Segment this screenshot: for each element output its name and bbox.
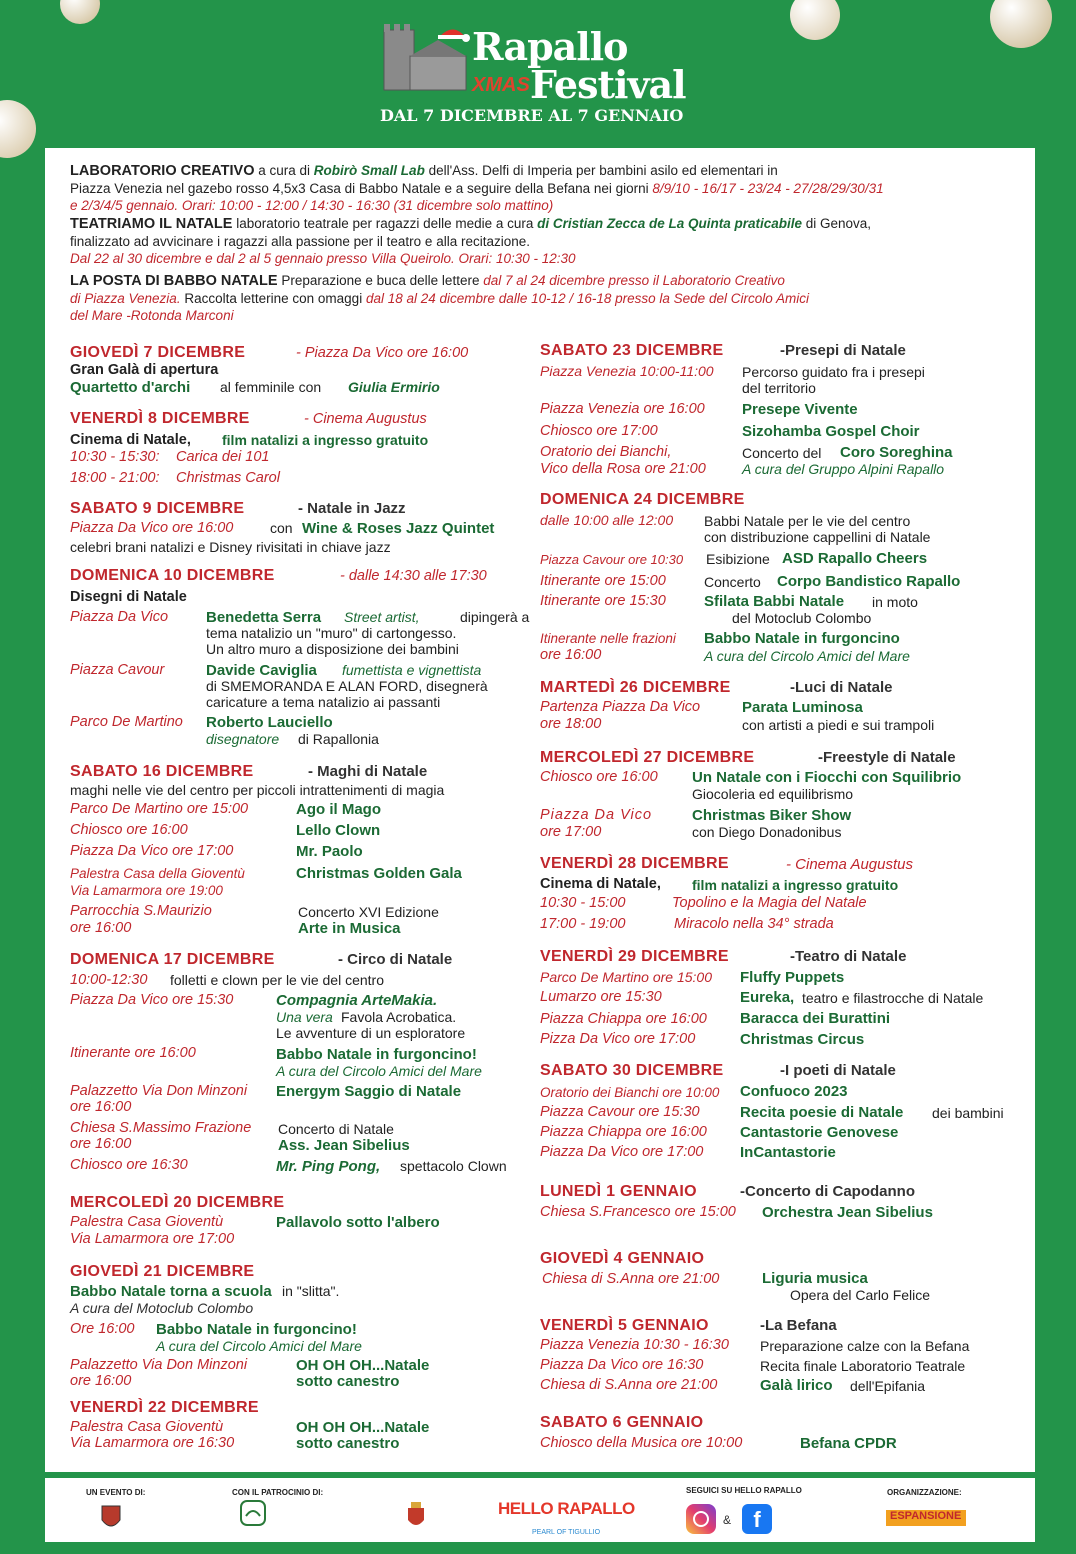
event-line: Chiesa S.Francesco ore 15:00 bbox=[540, 1204, 736, 1220]
castle-logo bbox=[380, 22, 472, 100]
event-line: Ass. Jean Sibelius bbox=[278, 1137, 410, 1154]
event-line: 18:00 - 21:00: bbox=[70, 470, 160, 486]
event-line: Itinerante ore 15:00 bbox=[540, 573, 666, 589]
event-line: Babbo Natale in furgoncino! bbox=[156, 1321, 357, 1338]
espansione-logo bbox=[886, 1500, 966, 1536]
event-line: Chiosco della Musica ore 10:00 bbox=[540, 1435, 743, 1451]
event-line: Cantastorie Genovese bbox=[740, 1124, 899, 1141]
event-heading: LUNEDÌ 1 GENNAIO bbox=[540, 1183, 697, 1200]
event-line: Mr. Paolo bbox=[296, 843, 363, 860]
event-line: Liguria musica bbox=[762, 1270, 868, 1287]
event-line: Benedetta Serra bbox=[206, 609, 322, 626]
event-line: Befana CPDR bbox=[800, 1435, 897, 1452]
event-line: Sfilata Babbi Natale bbox=[704, 593, 845, 610]
event-line: Corpo Bandistico Rapallo bbox=[777, 573, 961, 590]
event-heading: VENERDÌ 28 DICEMBRE bbox=[540, 855, 729, 872]
event-line: Percorso guidato fra i presepi bbox=[742, 364, 925, 380]
event-line: Piazza Da Vico ore 16:00 bbox=[70, 520, 234, 536]
event-line: Itinerante nelle frazioni bbox=[540, 631, 676, 646]
event-line: Palestra Casa Gioventù bbox=[70, 1419, 224, 1435]
event-subtitle: -Concerto di Capodanno bbox=[740, 1183, 915, 1200]
event-line: disegnatore bbox=[206, 731, 280, 747]
event-line: Palazzetto Via Don Minzoni bbox=[70, 1357, 248, 1373]
event-line: sotto canestro bbox=[296, 1373, 400, 1390]
event-line: Piazza Da Vico ore 15:30 bbox=[70, 992, 234, 1008]
event-line: Piazza Cavour bbox=[70, 662, 165, 678]
event-line: ASD Rapallo Cheers bbox=[782, 550, 928, 567]
event-line: dipingerà a bbox=[460, 609, 530, 625]
event-line: OH OH OH...Natale bbox=[296, 1419, 430, 1436]
event-line: Chiesa di S.Anna ore 21:00 bbox=[540, 1377, 718, 1393]
event-line: Vico della Rosa ore 21:00 bbox=[540, 461, 706, 477]
event-line: Via Lamarmora ore 17:00 bbox=[70, 1231, 235, 1247]
event-line: Gran Galà di apertura bbox=[70, 362, 219, 378]
event-line: Oratorio dei Bianchi, bbox=[540, 444, 672, 460]
event-line: Concerto del bbox=[742, 445, 822, 461]
event-heading: SABATO 30 DICEMBRE bbox=[540, 1062, 724, 1079]
event-line: Piazza Cavour ore 10:30 bbox=[540, 552, 684, 567]
event-line: Piazza Cavour ore 15:30 bbox=[540, 1104, 700, 1120]
facebook-icon[interactable]: f bbox=[742, 1504, 772, 1534]
event-line: Disegni di Natale bbox=[70, 589, 187, 605]
event-line: Esibizione bbox=[706, 551, 770, 567]
event-line: Christmas Biker Show bbox=[692, 807, 852, 824]
event-line: Piazza Venezia ore 16:00 bbox=[540, 401, 705, 417]
event-line: teatro e filastrocche di Natale bbox=[802, 990, 984, 1006]
event-line: Recita poesie di Natale bbox=[740, 1104, 904, 1121]
event-line: Opera del Carlo Felice bbox=[790, 1287, 931, 1303]
event-line: Fluffy Puppets bbox=[740, 969, 845, 986]
event-line: Via Lamarmora ore 16:30 bbox=[70, 1435, 235, 1451]
event-line: 10:00-12:30 bbox=[70, 972, 148, 988]
event-line: Pallavolo sotto l'albero bbox=[276, 1214, 440, 1231]
event-line: Babbi Natale per le vie del centro bbox=[704, 513, 911, 529]
intro-teatriamo: TEATRIAMO IL NATALE laboratorio teatrale per ragazzi delle medie a cura di Cristian Zecca de La Quinta praticabile di Genova, finalizzato ad avvicinare i ragazzi alla passione per il teatro e alla recitazione. Dal 22 al 30 dicembre e dal 2 al 5 gennaio presso Villa Queirolo. Orari: 10:30 - 12:30 bbox=[70, 216, 872, 266]
event-line: dei bambini bbox=[932, 1105, 1004, 1121]
event-line: Lumarzo ore 15:30 bbox=[540, 989, 662, 1005]
event-line: Quartetto d'archi bbox=[70, 379, 191, 396]
event-subtitle: -Teatro di Natale bbox=[790, 948, 907, 965]
event-line: InCantastorie bbox=[740, 1144, 836, 1161]
event-line: Christmas Carol bbox=[176, 470, 280, 486]
hello-rapallo-logo: HELLO RAPALLO bbox=[498, 1499, 635, 1518]
event-line: Concerto di Natale bbox=[278, 1121, 394, 1137]
event-line: Ago il Mago bbox=[296, 801, 381, 818]
event-line: con Diego Donadonibus bbox=[692, 824, 842, 840]
festival-title-line2: Festival bbox=[530, 62, 686, 107]
event-line: A cura del Circolo Amici del Mare bbox=[156, 1338, 362, 1354]
event-line: Parco De Martino ore 15:00 bbox=[540, 969, 712, 985]
event-line: Street artist, bbox=[344, 609, 420, 625]
event-line: Parrocchia S.Maurizio bbox=[70, 903, 212, 919]
event-line: Concerto bbox=[704, 574, 761, 590]
event-line: spettacolo Clown bbox=[400, 1158, 507, 1174]
event-line: Parco De Martino bbox=[70, 714, 183, 730]
event-line: Arte in Musica bbox=[298, 920, 401, 937]
event-line: Piazza Da Vico bbox=[540, 807, 653, 823]
event-line: A cura del Motoclub Colombo bbox=[70, 1300, 254, 1316]
event-line: Compagnia ArteMakia. bbox=[276, 992, 438, 1009]
event-line: Ore 16:00 bbox=[70, 1321, 135, 1337]
event-line: Palestra Casa Gioventù bbox=[70, 1214, 224, 1230]
event-line: A cura del Circolo Amici del Mare bbox=[276, 1063, 482, 1079]
event-line: 10:30 - 15:30: bbox=[70, 449, 160, 465]
event-line: Chiosco ore 16:30 bbox=[70, 1157, 188, 1173]
event-line: dell'Epifania bbox=[850, 1378, 926, 1394]
event-line: del territorio bbox=[742, 380, 816, 396]
event-line: Piazza Da Vico ore 17:00 bbox=[540, 1144, 704, 1160]
event-line: Piazza Da Vico ore 17:00 bbox=[70, 843, 234, 859]
event-heading: VENERDÌ 22 DICEMBRE bbox=[70, 1399, 259, 1416]
event-line: Sizohamba Gospel Choir bbox=[742, 423, 920, 440]
event-line: folletti e clown per le vie del centro bbox=[170, 972, 384, 988]
event-line: 17:00 - 19:00 bbox=[540, 916, 626, 932]
event-line: in moto bbox=[872, 594, 918, 610]
event-line: Piazza Venezia 10:00-11:00 bbox=[540, 363, 714, 379]
event-line: Preparazione calze con la Befana bbox=[760, 1338, 970, 1354]
festival-title-line1: Rapallo bbox=[472, 24, 628, 69]
event-line: Wine & Roses Jazz Quintet bbox=[302, 520, 495, 537]
event-line: Un Natale con i Fiocchi con Squilibrio bbox=[692, 769, 962, 786]
event-line: ore 18:00 bbox=[540, 716, 602, 732]
event-line: Carica dei 101 bbox=[176, 449, 270, 465]
espansione-logo-text: ESPANSIONE bbox=[890, 1510, 962, 1522]
ornament-ball bbox=[790, 0, 840, 40]
event-heading: GIOVEDÌ 4 GENNAIO bbox=[540, 1250, 705, 1267]
event-line: ore 16:00 bbox=[70, 920, 132, 936]
event-line: celebri brani natalizi e Disney rivisitati in chiave jazz bbox=[70, 539, 391, 555]
event-line: Miracolo nella 34° strada bbox=[674, 916, 834, 932]
event-line: Parco De Martino ore 15:00 bbox=[70, 801, 249, 817]
event-line: Chiesa di S.Anna ore 21:00 bbox=[542, 1271, 720, 1287]
event-line: Davide Caviglia bbox=[206, 662, 317, 679]
event-line: al femminile con bbox=[220, 379, 322, 395]
event-heading: GIOVEDÌ 21 DICEMBRE bbox=[70, 1263, 255, 1280]
regione-liguria-logo-icon bbox=[240, 1500, 266, 1530]
event-subtitle: -Freestyle di Natale bbox=[818, 749, 956, 766]
ampersand: & bbox=[723, 1513, 732, 1527]
event-line: Un altro muro a disposizione dei bambini bbox=[206, 641, 459, 657]
event-line: Galà lirico bbox=[760, 1377, 833, 1394]
event-line: caricature a tema natalizio ai passanti bbox=[206, 694, 441, 710]
event-subtitle: - dalle 14:30 alle 17:30 bbox=[340, 568, 487, 584]
event-line: Presepe Vivente bbox=[742, 401, 858, 418]
event-line: Via Lamarmora ore 19:00 bbox=[70, 883, 223, 898]
event-line: Topolino e la Magia del Natale bbox=[672, 895, 867, 911]
event-line: di SMEMORANDA E ALAN FORD, disegnerà bbox=[206, 678, 488, 694]
event-subtitle: -Presepi di Natale bbox=[780, 342, 906, 359]
event-line: A cura del Circolo Amici del Mare bbox=[704, 648, 910, 664]
event-subtitle: - Maghi di Natale bbox=[308, 763, 428, 780]
city-crest-icon bbox=[406, 1500, 426, 1530]
event-line: Eureka, bbox=[740, 989, 795, 1006]
event-line: ore 16:00 bbox=[70, 1136, 132, 1152]
comune-rapallo-crest-icon bbox=[100, 1504, 122, 1532]
event-heading: DOMENICA 17 DICEMBRE bbox=[70, 951, 275, 968]
event-line: ore 16:00 bbox=[70, 1373, 132, 1389]
event-line: Partenza Piazza Da Vico bbox=[540, 699, 701, 715]
ornament-ball bbox=[0, 100, 36, 158]
event-line: A cura del Gruppo Alpini Rapallo bbox=[742, 461, 945, 477]
intro-laboratorio: LABORATORIO CREATIVO a cura di Robirò Small Lab dell'Ass. Delfi di Imperia per bambini asilo ed elementari in Piazza Venezia nel gazebo rosso 4,5x3 Casa di Babbo Natale e a seguire della Befana nei giorni 8/9/10 - 16/17 - 23/24 - 27/28/29/30/31 e 2/3/4/5 gennaio. Orari: 10:00 - 12:00 / 14:30 - 16:30 (31 dicembre solo mattino) bbox=[70, 163, 884, 213]
event-heading: SABATO 6 GENNAIO bbox=[540, 1414, 704, 1431]
event-heading: SABATO 9 DICEMBRE bbox=[70, 500, 245, 517]
event-line: del Motoclub Colombo bbox=[732, 610, 872, 626]
event-line: Babbo Natale in furgoncino bbox=[704, 630, 900, 647]
event-heading: VENERDÌ 5 GENNAIO bbox=[540, 1317, 709, 1334]
event-line: Itinerante ore 16:00 bbox=[70, 1045, 196, 1061]
event-line: con bbox=[270, 520, 293, 536]
event-subtitle: - Natale in Jazz bbox=[298, 500, 406, 517]
footer-seguici-label: SEGUICI SU HELLO RAPALLO bbox=[686, 1486, 802, 1495]
event-line: Coro Soreghina bbox=[840, 444, 953, 461]
ornament-ball bbox=[990, 0, 1052, 48]
event-line: Giocoleria ed equilibrismo bbox=[692, 786, 854, 802]
event-line: Christmas Golden Gala bbox=[296, 865, 462, 882]
event-heading: SABATO 16 DICEMBRE bbox=[70, 763, 254, 780]
event-line: ore 16:00 bbox=[540, 647, 602, 663]
footer-patrocinio-label: CON IL PATROCINIO DI: bbox=[232, 1488, 324, 1497]
event-line: Parata Luminosa bbox=[742, 699, 863, 716]
event-line: Chiosco ore 16:00 bbox=[70, 822, 188, 838]
event-line: sotto canestro bbox=[296, 1435, 400, 1452]
event-line: Piazza Da Vico ore 16:30 bbox=[540, 1357, 704, 1373]
event-line: Itinerante ore 15:30 bbox=[540, 593, 666, 609]
event-heading: VENERDÌ 8 DICEMBRE bbox=[70, 410, 250, 427]
xmas-label: XMAS bbox=[472, 74, 530, 96]
event-line: ore 17:00 bbox=[540, 824, 602, 840]
event-line: Recita finale Laboratorio Teatrale bbox=[760, 1358, 966, 1374]
event-heading: VENERDÌ 29 DICEMBRE bbox=[540, 948, 729, 965]
event-line: Chiosco ore 17:00 bbox=[540, 423, 658, 439]
header bbox=[0, 0, 1076, 140]
festival-dates: DAL 7 DICEMBRE AL 7 GENNAIO bbox=[380, 106, 684, 125]
event-line: Baracca dei Burattini bbox=[740, 1010, 891, 1027]
event-line: Cinema di Natale, bbox=[70, 432, 191, 448]
event-line: Una vera bbox=[276, 1009, 333, 1025]
event-line: 10:30 - 15:00 bbox=[540, 895, 626, 911]
event-line: Babbo Natale torna a scuola bbox=[70, 1283, 272, 1300]
event-line: Mr. Ping Pong, bbox=[276, 1158, 381, 1175]
event-line: Concerto XVI Edizione bbox=[298, 904, 439, 920]
event-subtitle: -Luci di Natale bbox=[790, 679, 893, 696]
event-subtitle: -I poeti di Natale bbox=[780, 1062, 896, 1079]
event-line: Le avventure di un esploratore bbox=[276, 1025, 466, 1041]
event-line: tema natalizio un "muro" di cartongesso. bbox=[206, 625, 457, 641]
event-line: con artisti a piedi e sui trampoli bbox=[742, 717, 935, 733]
event-heading: SABATO 23 DICEMBRE bbox=[540, 342, 724, 359]
event-heading: DOMENICA 10 DICEMBRE bbox=[70, 567, 275, 584]
hello-rapallo-tagline: PEARL OF TIGULLIO bbox=[532, 1529, 601, 1536]
event-line: Favola Acrobatica. bbox=[341, 1009, 457, 1025]
event-line: Chiosco ore 16:00 bbox=[540, 769, 658, 785]
event-line: Christmas Circus bbox=[740, 1031, 865, 1048]
ornament-ball bbox=[60, 0, 100, 24]
event-line: Babbo Natale in furgoncino! bbox=[276, 1046, 477, 1063]
event-line: dalle 10:00 alle 12:00 bbox=[540, 512, 674, 528]
event-line: Pizza Da Vico ore 17:00 bbox=[540, 1031, 696, 1047]
event-subtitle: -La Befana bbox=[760, 1317, 837, 1334]
event-line: Piazza Chiappa ore 16:00 bbox=[540, 1124, 707, 1140]
event-heading: MARTEDÌ 26 DICEMBRE bbox=[540, 679, 731, 696]
event-heading: MERCOLEDÌ 27 DICEMBRE bbox=[540, 749, 755, 766]
event-line: Giulia Ermirio bbox=[348, 379, 440, 395]
event-line: Piazza Da Vico bbox=[70, 609, 169, 625]
event-heading: MERCOLEDÌ 20 DICEMBRE bbox=[70, 1194, 285, 1211]
footer-evento-label: UN EVENTO DI: bbox=[86, 1488, 146, 1497]
event-line: fumettista e vignettista bbox=[342, 662, 482, 678]
event-line: OH OH OH...Natale bbox=[296, 1357, 430, 1374]
event-line: Palestra Casa della Gioventù bbox=[70, 866, 245, 881]
event-subtitle: - Circo di Natale bbox=[338, 951, 453, 968]
event-line: con distribuzione cappellini di Natale bbox=[704, 529, 931, 545]
event-line: in "slitta". bbox=[282, 1283, 340, 1299]
event-line: Orchestra Jean Sibelius bbox=[762, 1204, 933, 1221]
footer-organizzazione-label: ORGANIZZAZIONE: bbox=[887, 1488, 962, 1497]
event-line: ore 16:00 bbox=[70, 1099, 132, 1115]
event-line: Chiesa S.Massimo Frazione bbox=[70, 1120, 252, 1136]
intro-posta: LA POSTA DI BABBO NATALE Preparazione e buca delle lettere dal 7 al 24 dicembre presso il Laboratorio Creativo di Piazza Venezia. Raccolta letterine con omaggi dal 18 al 24 dicembre dalle 10-12 / 16-18 presso la Sede del Circolo Amici del Mare -Rotonda Marconi bbox=[70, 273, 809, 323]
event-line: maghi nelle vie del centro per piccoli intrattenimenti di magia bbox=[70, 782, 445, 798]
event-line: Lello Clown bbox=[296, 822, 381, 839]
event-line: film natalizi a ingresso gratuito bbox=[222, 432, 429, 448]
event-line: film natalizi a ingresso gratuito bbox=[692, 877, 899, 893]
instagram-icon[interactable] bbox=[686, 1504, 716, 1534]
event-line: Piazza Venezia 10:30 - 16:30 bbox=[540, 1337, 729, 1353]
event-line: Piazza Chiappa ore 16:00 bbox=[540, 1011, 707, 1027]
event-subtitle: - Piazza Da Vico ore 16:00 bbox=[296, 345, 469, 361]
event-line: Roberto Lauciello bbox=[206, 714, 333, 731]
event-line: Confuoco 2023 bbox=[740, 1083, 848, 1100]
event-heading: GIOVEDÌ 7 DICEMBRE bbox=[70, 344, 246, 361]
event-line: Oratorio dei Bianchi ore 10:00 bbox=[540, 1085, 720, 1100]
event-subtitle: - Cinema Augustus bbox=[786, 856, 914, 873]
event-subtitle: - Cinema Augustus bbox=[304, 411, 427, 427]
event-line: di Rapallonia bbox=[298, 731, 379, 747]
event-line: Cinema di Natale, bbox=[540, 876, 661, 892]
event-line: Palazzetto Via Don Minzoni bbox=[70, 1083, 248, 1099]
event-line: Energym Saggio di Natale bbox=[276, 1083, 462, 1100]
event-heading: DOMENICA 24 DICEMBRE bbox=[540, 491, 745, 508]
